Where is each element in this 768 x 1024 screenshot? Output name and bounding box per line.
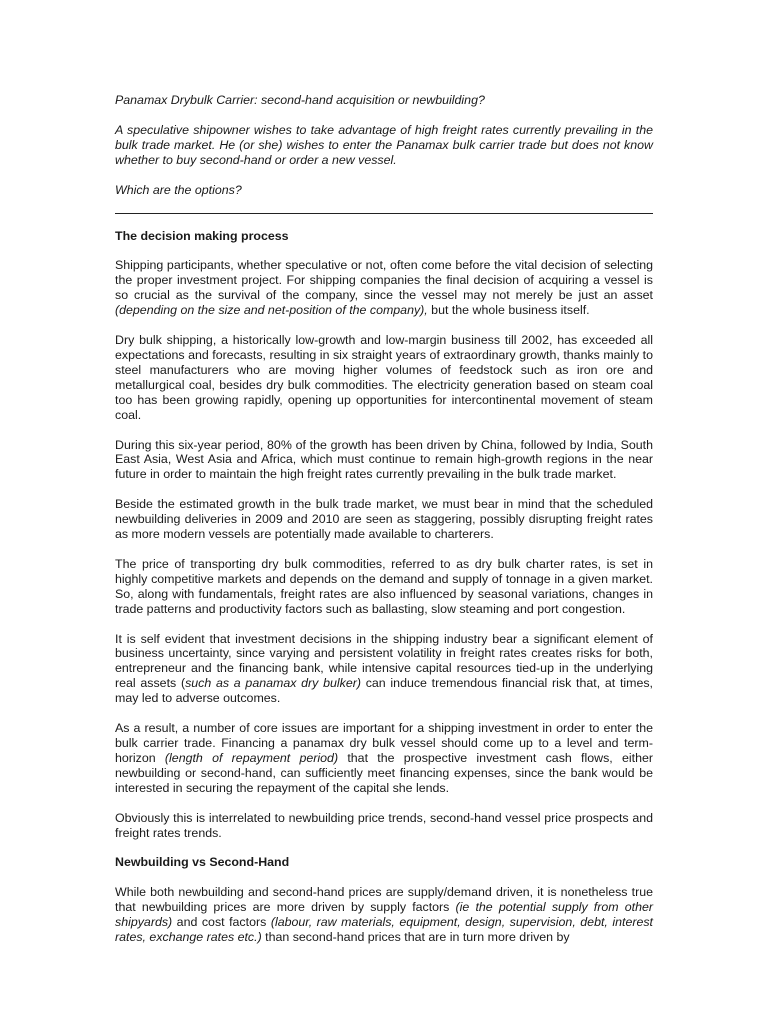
section-divider — [115, 213, 653, 214]
text-run: but the whole business itself. — [427, 303, 590, 318]
intro-paragraph: A speculative shipowner wishes to take advantage of high freight rates currently prevailing in the bulk trade market. He (or she) wishes to enter the Panamax bulk carrier trade but does not know whether to buy second-hand or order a new vessel. — [115, 122, 653, 167]
text-run: that the prospective investment cash flows, either newbuilding or second-hand, can sufficiently meet financing expenses, since the bank would be interested in securing the repayment of the capital she lends. — [115, 750, 653, 795]
paragraph: Beside the estimated growth in the bulk trade market, we must bear in mind that the scheduled newbuilding deliveries in 2009 and 2010 are seen as staggering, possibly disrupting freight rates as more modern vessels are potentially made available to charterers. — [115, 497, 653, 542]
italic-aside: (depending on the size and net-position of the company), — [115, 303, 428, 318]
document-body — [115, 93, 653, 960]
italic-aside: such as a panamax dry bulker) — [185, 676, 361, 691]
paragraph — [115, 721, 653, 796]
text-run: than second-hand prices that are in turn more driven by — [261, 930, 570, 945]
text-run: While both newbuilding and second-hand prices are supply/demand driven, it is nonetheless true that newbuilding prices are more driven by supply factors — [115, 885, 653, 915]
intro-question: Which are the options? — [115, 182, 242, 197]
section-heading-decision-process: The decision making process — [115, 228, 289, 243]
section-heading-newbuilding-vs-second-hand: Newbuilding vs Second-Hand — [115, 855, 290, 870]
document-title: Panamax Drybulk Carrier: second-hand acquisition or newbuilding? — [115, 93, 485, 107]
paragraph: During this six-year period, 80% of the growth has been driven by China, followed by India, South East Asia, West Asia and Africa, which must continue to remain high-growth regions in the near future in order to maintain the high freight rates currently prevailing in the bulk trade market. — [115, 437, 653, 482]
italic-aside: (length of repayment period) — [164, 750, 339, 765]
text-run: As a result, a number of core issues are important for a shipping investment in order to enter the bulk carrier trade. Financing a panamax dry bulk vessel should come up to a level and term-horizon — [115, 721, 653, 765]
text-run: Shipping participants, whether speculative or not, often come before the vital decision of selecting the proper investment project. For shipping companies the final decision of acquiring a vessel is so crucial as the survival of the company, since the vessel may not merely be just an asset — [115, 258, 653, 303]
paragraph: The price of transporting dry bulk commodities, referred to as dry bulk charter rates, is set in highly competitive markets and depends on the demand and supply of tonnage in a given market. So, along with fundamentals, freight rates are also influenced by seasonal variations, changes in trade patterns and productivity factors such as ballasting, slow steaming and port congestion. — [115, 556, 653, 616]
paragraph: Dry bulk shipping, a historically low-growth and low-margin business till 2002, has exceeded all expectations and forecasts, resulting in six straight years of extraordinary growth, thanks mainly to steel manufacturers who are moving higher volumes of feedstock such as iron ore and metallurgical coal, besides dry bulk commodities. The electricity generation based on steam coal too has been growing rapidly, opening up opportunities for intercontinental movement of steam coal. — [115, 333, 653, 422]
paragraph: Obviously this is interrelated to newbuilding price trends, second-hand vessel price prospects and freight rates trends. — [115, 810, 653, 840]
italic-aside: (labour, raw materials, equipment, design, supervision, debt, interest rates, exchange rates etc.) — [115, 915, 653, 945]
text-run: and cost factors — [172, 915, 271, 930]
text-run: can induce tremendous financial risk that, at times, may led to adverse outcomes. — [115, 676, 654, 706]
italic-aside: (ie the potential supply from other shipyards) — [115, 900, 653, 930]
text-run: It is self evident that investment decisions in the shipping industry bear a significant element of business uncertainty, since varying and persistent volatility in freight rates creates risks for both, entrepreneur and the financing bank, while intensive capital resources tied-up in the underlying real assets ( — [115, 631, 653, 691]
paragraph — [115, 885, 653, 945]
paragraph — [115, 258, 653, 318]
paragraph — [115, 632, 653, 707]
